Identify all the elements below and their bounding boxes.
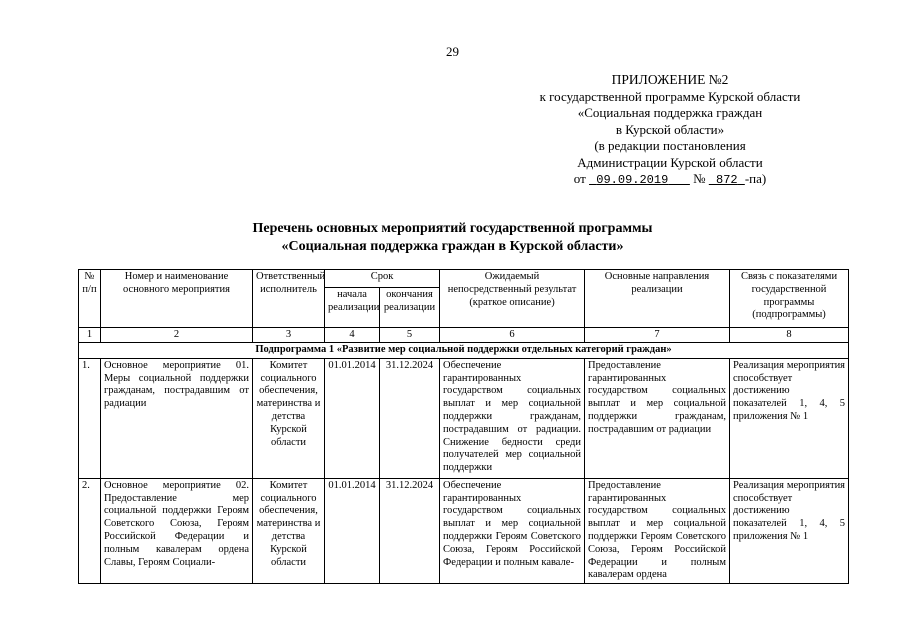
document-title-line-1: Перечень основных мероприятий государственной программы — [252, 221, 653, 236]
document-title-line-2: «Социальная поддержка граждан в Курской области» — [281, 239, 624, 254]
header-link: Связь с показателями государственной программы (подпрограммы) — [730, 270, 849, 328]
row-link: Реализация мероприятия способствует достижению показателей 1, 4, 5 приложения № 1 — [730, 478, 849, 583]
row-name: Основное мероприятие 01. Меры социальной поддержки гражданам, пострадавшим от радиации — [101, 358, 253, 478]
subprogram-title: Подпрограмма 1 «Развитие мер социальной поддержки отдельных категорий граждан» — [79, 343, 849, 359]
row-result: Обеспечение гарантированных государством социальных выплат и мер социальной поддержки Героям Советского Союза, Героям Российской Федерации и полным кавале- — [440, 478, 585, 583]
column-number-row — [79, 328, 849, 343]
appendix-line-4: (в редакции постановления — [594, 138, 746, 153]
header-directions: Основные направления реализации — [585, 270, 730, 328]
header-end: окончания реализации — [380, 288, 440, 328]
column-number: 7 — [585, 328, 730, 343]
appendix-line-2: «Социальная поддержка граждан — [577, 105, 763, 120]
header-start: начала реализации — [325, 288, 380, 328]
table-row — [79, 478, 849, 583]
row-directions: Предоставление гарантированных государством социальных выплат и мер социальной поддержки Героям Советского Союза, Героям Российской Федерации и полным кавалерам ордена — [585, 478, 730, 583]
row-result: Обеспечение гарантированных государством социальных выплат и мер социальной поддержки гражданам, пострадавшим от радиации. Снижение бедности среди получателей мер социальной поддержки — [440, 358, 585, 478]
page-number: 29 — [446, 44, 459, 59]
appendix-date-line — [480, 171, 860, 189]
header-name: Номер и наименование основного мероприятия — [101, 270, 253, 328]
appendix-title: ПРИЛОЖЕНИЕ №2 — [611, 72, 729, 87]
row-num: 2. — [79, 478, 101, 583]
row-responsible: Комитет социального обеспечения, материнства и детства Курской области — [253, 478, 325, 583]
measures-table — [78, 269, 849, 584]
table-row — [79, 358, 849, 478]
row-start: 01.01.2014 — [325, 358, 380, 478]
resolution-date: 09.09.2019 — [596, 173, 669, 187]
column-number: 1 — [79, 328, 101, 343]
column-number: 3 — [253, 328, 325, 343]
header-term: Срок — [325, 270, 440, 288]
resolution-suffix: -па) — [744, 171, 767, 186]
subprogram-row — [79, 343, 849, 359]
appendix-line-3: в Курской области» — [615, 121, 725, 137]
column-number: 8 — [730, 328, 849, 343]
appendix-line-1: к государственной программе Курской области — [539, 88, 801, 104]
appendix-line-5: Администрации Курской области — [577, 154, 763, 170]
column-number: 2 — [101, 328, 253, 343]
row-responsible: Комитет социального обеспечения, материнства и детства Курской области — [253, 358, 325, 478]
header-num: № п/п — [79, 270, 101, 328]
header-responsible: Ответственный исполнитель — [253, 270, 325, 328]
appendix-block — [480, 72, 860, 189]
date-prefix: от — [573, 171, 586, 186]
resolution-number: 872 — [716, 173, 738, 187]
column-number: 4 — [325, 328, 380, 343]
table-header-row — [79, 270, 849, 288]
number-prefix: № — [693, 171, 706, 186]
row-name: Основное мероприятие 02. Предоставление мер социальной поддержки Героям Советского Союза, Героям Российской Федерации и полным кавалерам ордена Славы, Героям Социали- — [101, 478, 253, 583]
header-result: Ожидаемый непосредственный результат (краткое описание) — [440, 270, 585, 328]
document-title — [0, 220, 905, 256]
row-end: 31.12.2024 — [380, 478, 440, 583]
column-number: 5 — [380, 328, 440, 343]
column-number: 6 — [440, 328, 585, 343]
row-link: Реализация мероприятия способствует достижению показателей 1, 4, 5 приложения № 1 — [730, 358, 849, 478]
row-directions: Предоставление гарантированных государством социальных выплат и мер социальной поддержки гражданам, пострадавшим от радиации — [585, 358, 730, 478]
row-num: 1. — [79, 358, 101, 478]
row-end: 31.12.2024 — [380, 358, 440, 478]
row-start: 01.01.2014 — [325, 478, 380, 583]
